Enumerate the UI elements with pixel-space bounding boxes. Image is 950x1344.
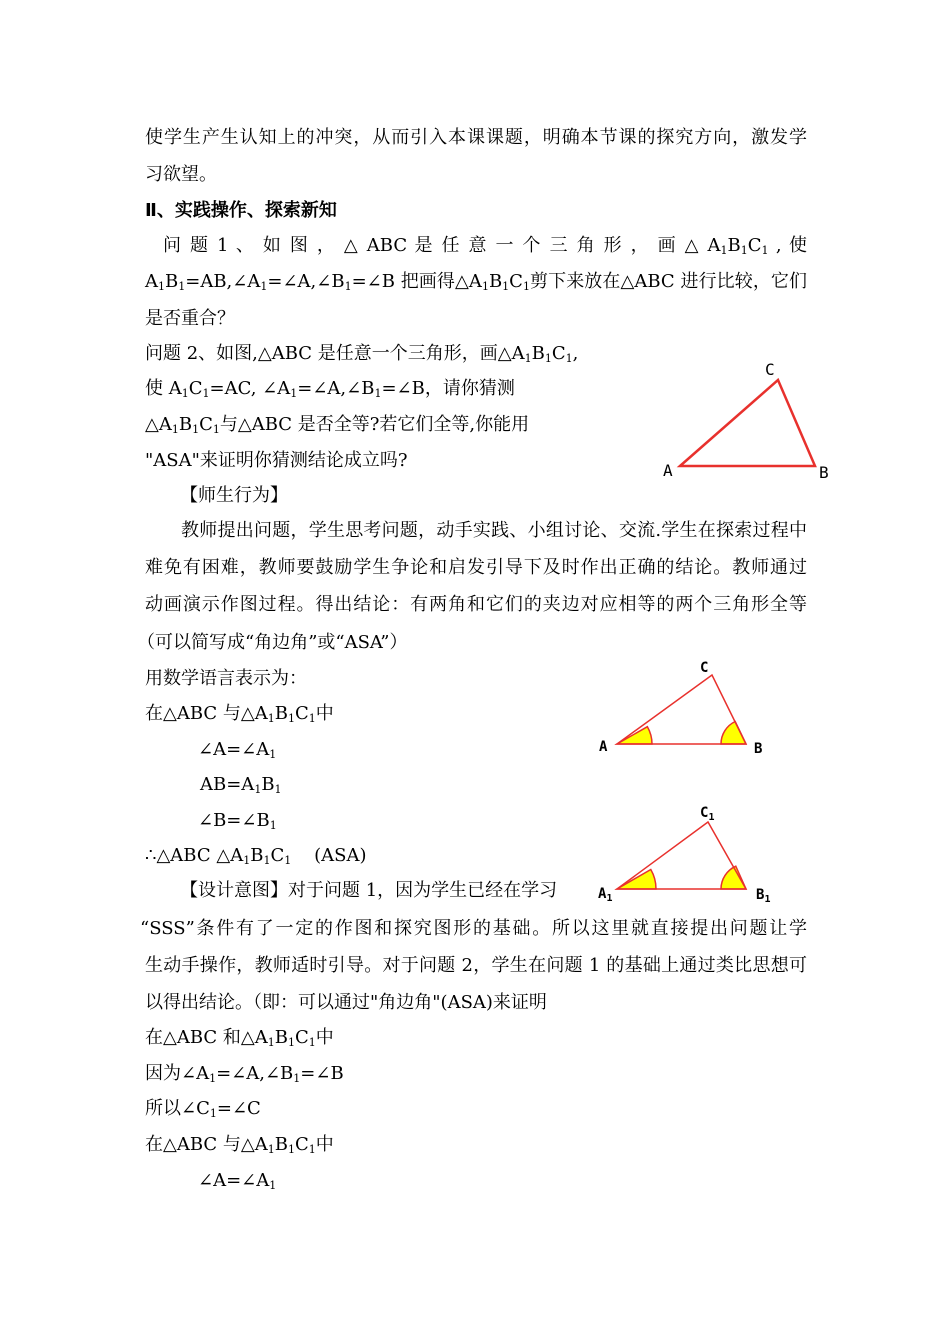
problem1-text: 问 题 1 、 如 图 ， △ ABC 是 任 意 一 个 三 角 形 ， 画 △ A <box>163 235 721 256</box>
proof2-text: B <box>274 1134 288 1155</box>
proof2-text: =∠B <box>300 1063 344 1084</box>
triangle-figure-1 <box>655 358 840 483</box>
problem2-text: B <box>531 343 545 364</box>
proof2-text: 在△ABC 与△A <box>145 1134 268 1155</box>
subscript: 1 <box>260 280 268 293</box>
label-a: A <box>663 461 673 480</box>
intro-line-1: 使学生产生认知上的冲突，从而引入本课课题，明确本节课的探究方向，激发学 <box>145 127 807 148</box>
problem2-line-1 <box>145 342 578 366</box>
subscript: 1 <box>178 280 186 293</box>
proof1-conclusion <box>145 844 366 868</box>
subscript: 1 <box>267 1143 275 1156</box>
subscript: 1 <box>287 1143 295 1156</box>
proof1-text: ∠A=∠A <box>198 739 270 760</box>
triangle-figure-3 <box>595 800 780 905</box>
problem2-text: =AC, ∠A <box>209 378 291 399</box>
subscript: 1 <box>192 423 200 436</box>
angle-b-mark <box>721 722 746 745</box>
subscript: 1 <box>308 1143 316 1156</box>
behavior-line-3: 动画演示作图过程。得出结论：有两角和它们的夹边对应相等的两个三角形全等 <box>145 594 807 615</box>
subscript: 1 <box>269 819 277 832</box>
proof1-text: ∴△ABC △A <box>145 845 244 866</box>
problem2-line-3 <box>145 413 529 437</box>
problem1-line-1 <box>145 234 807 258</box>
proof1-angle-b <box>198 809 277 833</box>
behavior-line-5: 用数学语言表示为： <box>145 668 307 689</box>
subscript: 1 <box>274 783 282 796</box>
angle-a1-mark <box>617 870 656 890</box>
triangle-abc <box>680 380 815 466</box>
problem2-text: 与△ABC 是否全等?若它们全等,你能用 <box>219 414 530 435</box>
problem2-text: C <box>199 414 213 435</box>
triangle-figure-2 <box>595 655 775 760</box>
proof1-line-1 <box>145 702 334 726</box>
subscript: 1 <box>212 423 220 436</box>
problem1-text: =AB,∠A <box>185 271 261 292</box>
problem2-text: 使 A <box>145 378 182 399</box>
problem1-text: , 使 <box>768 235 807 256</box>
subscript: 1 <box>344 280 352 293</box>
proof1-angle-a <box>198 738 276 762</box>
proof1-text: C <box>270 845 285 866</box>
subscript: 1 <box>209 1072 217 1085</box>
subscript: 1 <box>287 1036 295 1049</box>
subscript: 1 <box>290 387 298 400</box>
subscript: 1 <box>522 280 530 293</box>
proof1-text: 中 <box>315 703 334 724</box>
problem2-line-4: "ASA"来证明你猜测结论成立吗? <box>145 450 408 471</box>
subscript: 1 <box>269 1179 277 1192</box>
proof1-text: B <box>274 703 288 724</box>
proof1-text: AB=A <box>200 774 255 795</box>
subscript: 1 <box>287 712 295 725</box>
subscript: 1 <box>524 352 532 365</box>
problem2-text: B <box>178 414 193 435</box>
proof2-text: 所以∠C <box>145 1098 210 1119</box>
behavior-line-1 <box>145 519 807 543</box>
behavior-line-2: 难免有困难，教师要鼓励学生争论和启发引导下及时作出正确的结论。教师通过 <box>145 557 807 578</box>
label-b: B <box>819 463 829 482</box>
label-b: B <box>754 741 763 757</box>
proof2-text: C <box>294 1134 309 1155</box>
proof2-text: B <box>274 1027 288 1048</box>
proof2-text: C <box>294 1027 309 1048</box>
problem1-line-3: 是否重合？ <box>145 308 235 329</box>
problem1-text: =∠A,∠B <box>267 271 345 292</box>
problem2-text: C <box>551 343 566 364</box>
subscript: 1 <box>740 244 748 257</box>
label-c: C <box>765 360 775 379</box>
subscript: 1 <box>481 280 489 293</box>
angle-b1-mark <box>721 866 746 889</box>
problem1-line-2 <box>145 270 807 294</box>
proof1-text: B <box>261 774 275 795</box>
section-heading: Ⅱ、实践操作、探索新知 <box>145 200 337 221</box>
label-c: C <box>700 660 709 676</box>
proof1-text: 在△ABC 与△A <box>145 703 268 724</box>
subscript: 1 <box>720 244 728 257</box>
problem1-text: B <box>727 235 741 256</box>
problem1-text: B <box>488 271 503 292</box>
design-line-3: 生动手操作，教师适时引导。对于问题 2，学生在问题 1 的基础上通过类比思想可 <box>145 955 807 976</box>
proof2-line-2 <box>145 1062 344 1086</box>
proof2-line-1 <box>145 1026 334 1050</box>
label-b1: $B_1$ <box>756 887 771 905</box>
behavior-heading: 【师生行为】 <box>180 485 288 506</box>
problem1-text: =∠B 把画得△A <box>351 271 482 292</box>
design-line-2: “SSS”条件有了一定的作图和探究图形的基础。所以这里就直接提出问题让学 <box>140 918 807 939</box>
angle-a-mark <box>617 727 652 744</box>
behavior-text: 教师提出问题，学生思考问题，动手实践、小组讨论、交流.学生在探索过程中 <box>181 520 807 541</box>
problem2-text: 问题 2、如图,△ABC 是任意一个三角形，画△A <box>145 343 525 364</box>
subscript: 1 <box>158 280 165 293</box>
design-line-1: 【设计意图】对于问题 1，因为学生已经在学习 <box>180 880 558 901</box>
subscript: 1 <box>263 854 271 867</box>
subscript: 1 <box>202 387 210 400</box>
subscript: 1 <box>293 1072 301 1085</box>
subscript: 1 <box>502 280 510 293</box>
proof2-line-3 <box>145 1097 261 1121</box>
intro-line-2: 习欲望。 <box>145 164 217 185</box>
proof2-line-5 <box>198 1169 276 1193</box>
proof1-side-ab <box>200 773 282 797</box>
label-c1: $C_1$ <box>700 805 715 823</box>
label-a1: $A_1$ <box>598 886 613 904</box>
problem1-text: 剪下来放在△ABC 进行比较，它们 <box>529 271 807 292</box>
subscript: 1 <box>308 712 316 725</box>
subscript: 1 <box>254 783 262 796</box>
proof2-text: 中 <box>315 1134 334 1155</box>
subscript: 1 <box>267 712 275 725</box>
subscript: 1 <box>565 352 573 365</box>
subscript: 1 <box>171 423 179 436</box>
subscript: 1 <box>267 1036 275 1049</box>
proof2-text: ∠A=∠A <box>198 1170 270 1191</box>
problem1-text: C <box>747 235 762 256</box>
proof2-text: =∠C <box>216 1098 261 1119</box>
proof1-text: (ASA) <box>291 845 367 866</box>
subscript: 1 <box>308 1036 316 1049</box>
problem2-text: =∠B，请你猜测 <box>381 378 515 399</box>
subscript: 1 <box>269 748 277 761</box>
behavior-line-4: （可以简写成“角边角”或“ASA”） <box>137 632 408 653</box>
problem2-line-2 <box>145 377 515 401</box>
subscript: 1 <box>209 1107 217 1120</box>
proof1-text: C <box>294 703 309 724</box>
subscript: 1 <box>544 352 552 365</box>
problem1-text: B <box>165 271 179 292</box>
proof2-text: 中 <box>315 1027 334 1048</box>
proof2-text: =∠A,∠B <box>216 1063 294 1084</box>
proof2-text: 在△ABC 和△A <box>145 1027 268 1048</box>
problem2-text: =∠A,∠B <box>297 378 375 399</box>
problem1-text: A <box>145 271 158 292</box>
subscript: 1 <box>761 244 769 257</box>
subscript: 1 <box>374 387 382 400</box>
problem2-text: , <box>572 343 579 364</box>
problem2-text: △A <box>145 414 172 435</box>
design-line-4: 以得出结论。（即：可以通过"角边角"(ASA)来证明 <box>145 992 547 1013</box>
subscript: 1 <box>284 854 292 867</box>
proof1-text: B <box>250 845 264 866</box>
proof2-line-4 <box>145 1133 334 1157</box>
subscript: 1 <box>243 854 251 867</box>
problem2-text: C <box>188 378 203 399</box>
label-a: A <box>599 739 608 755</box>
proof2-text: 因为∠A <box>145 1063 210 1084</box>
subscript: 1 <box>181 387 189 400</box>
proof1-text: ∠B=∠B <box>198 810 270 831</box>
problem1-text: C <box>509 271 523 292</box>
